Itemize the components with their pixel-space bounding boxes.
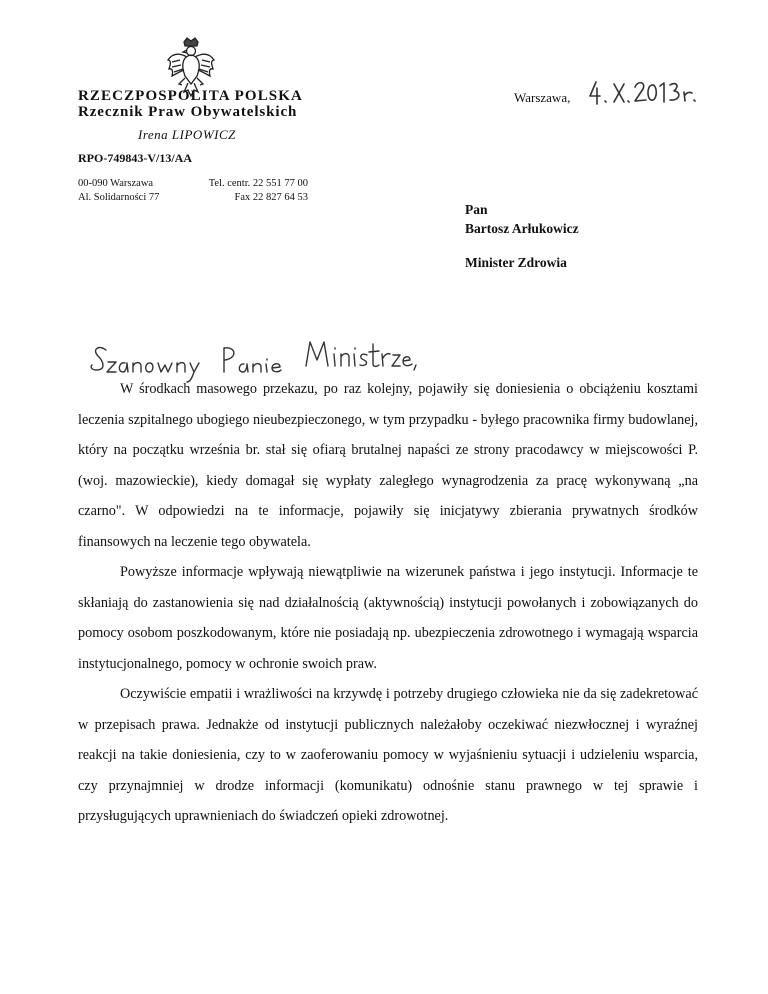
person-name: Irena LIPOWICZ [138, 127, 236, 142]
letter-body [78, 374, 698, 832]
org-name: RZECZPOSPOLITA POLSKA [78, 88, 303, 104]
recipient-title: Minister Zdrowia [465, 255, 567, 270]
contact-numbers [192, 177, 308, 205]
address-street: Al. Solidarności 77 [78, 192, 160, 203]
place-label: Warszawa, [514, 90, 571, 105]
reference-number: RPO-749843-V/13/AA [78, 151, 192, 165]
recipient-salutation: Pan [465, 202, 488, 217]
fax-number: Fax 22 827 64 53 [234, 192, 308, 203]
recipient-name: Bartosz Arłukowicz [465, 221, 579, 236]
org-subtitle: Rzecznik Praw Obywatelskich [78, 104, 298, 120]
handwritten-date [586, 74, 698, 114]
phone-number: Tel. centr. 22 551 77 00 [208, 178, 308, 189]
paragraph: W środkach masowego przekazu, po raz kolejny, pojawiły się doniesienia o obciążeniu kosztami leczenia szpitalnego ubogiego nieubezpieczonego, w tym przypadku - byłego pracownika firmy budowlanej, który na początku września br. stał się ofiarą brutalnej napaści ze strony pracodawcy w miejscowości P. (woj. mazowieckie), kiedy domagał się wypłaty zaległego wynagrodzenia za pracę wykonywaną „na czarno". W odpowiedzi na te informacje, pojawiły się inicjatywy zbierania prywatnych środków finansowych na leczenie tego obywatela. [78, 381, 698, 550]
paragraph: Oczywiście empatii i wrażliwości na krzywdę i potrzeby drugiego człowieka nie da się zadekretować w przepisach prawa. Jednakże od instytucji publicznych należałoby oczekiwać niezwłocznej i wyraźnej reakcji na takie doniesienia, czy to w zaoferowaniu pomocy w wyjaśnieniu sytuacji i udzieleniu wsparcia, czy przynajmniej w drodze informacji (komunikatu) odnośnie stanu prawnego w tej sprawie i przysługujących uprawnieniach do świadczeń opieki zdrowotnej. [78, 686, 698, 824]
postal-address [78, 177, 159, 205]
address-city: 00-090 Warszawa [78, 178, 154, 189]
paragraph: Powyższe informacje wpływają niewątpliwie na wizerunek państwa i jego instytucji. Informacje te skłaniają do zastanowienia się nad działalnością (aktywnością) instytucji powołanych i zobowiązanych do pomocy osobom poszkodowanym, które nie posiadają np. ubezpieczenia zdrowotnego i wymagają wsparcia instytucjonalnego, pomocy w ochronie swoich praw. [78, 564, 698, 672]
